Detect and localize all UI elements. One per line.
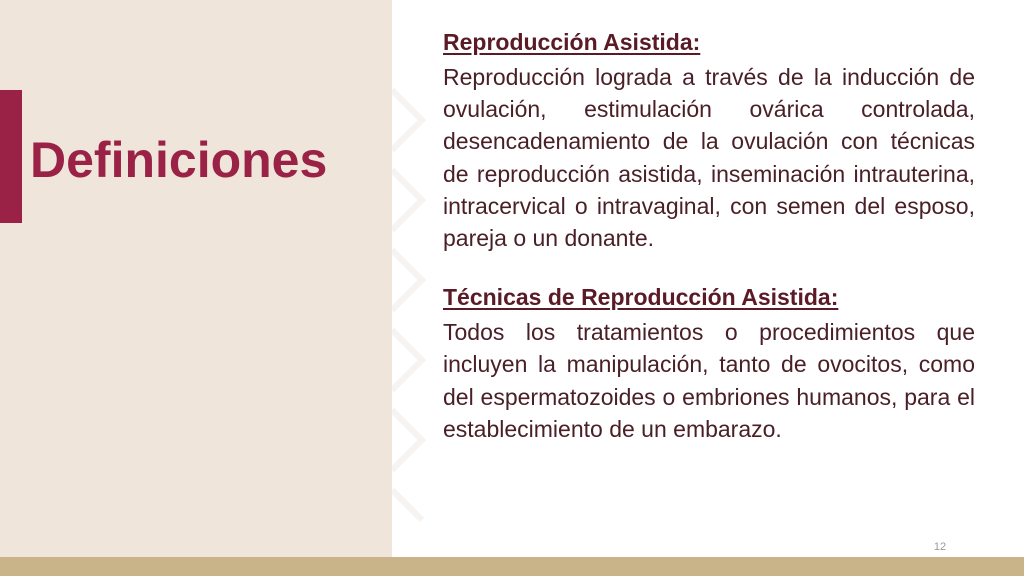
slide-title: Definiciones: [30, 132, 328, 188]
left-panel: [0, 0, 392, 557]
definition-block: [443, 281, 975, 445]
title-accent-bar: [0, 90, 22, 223]
definition-heading: Reproducción Asistida:: [443, 29, 701, 55]
slide-number: 12: [933, 541, 947, 553]
bottom-band: [0, 557, 1024, 576]
definition-block: [443, 26, 975, 254]
definition-text: Todos los tratamientos o procedimientos que incluyen la manipulación, tanto de ovocitos, como del espermatozoides o embriones humanos, para el establecimiento de un embarazo.: [443, 319, 975, 442]
definition-heading: Técnicas de Reproducción Asistida:: [443, 284, 839, 311]
definition-text: Reproducción lograda a través de la inducción de ovulación, estimulación ovárica controlada, desencadenamiento de la ovulación con técnicas de reproducción asistida, inseminación intrauterina, intracervical o intravaginal, con semen del esposo, pareja o un donante.: [443, 64, 975, 252]
content-area: [443, 26, 975, 445]
